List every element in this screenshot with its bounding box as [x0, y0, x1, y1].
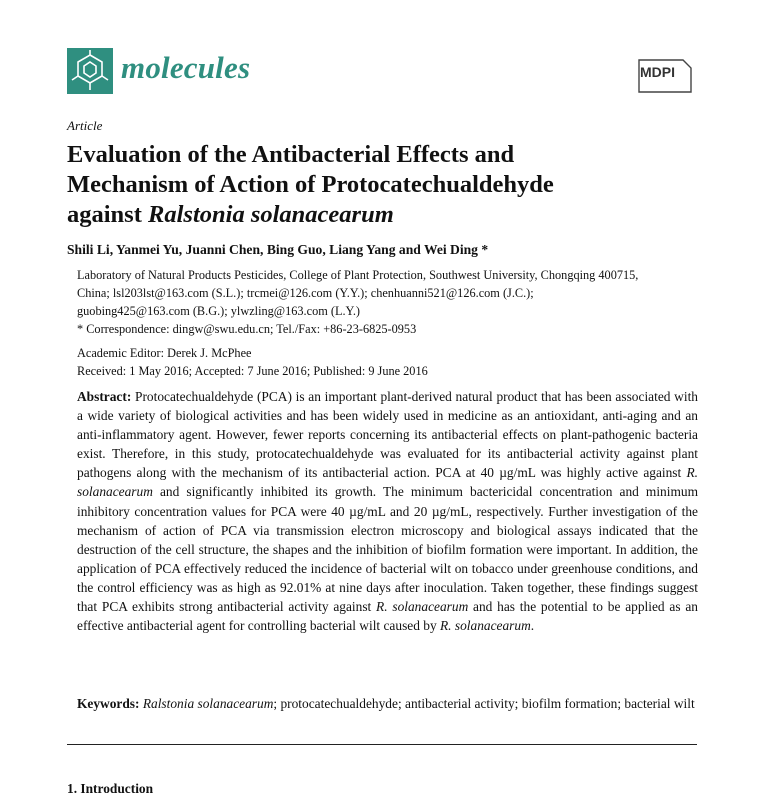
keyword-species: Ralstonia solanacearum: [139, 696, 274, 711]
abstract-text: and significantly inhibited its growth. The minimum bactericidal concentration and minimum inhibitory concentration values for PCA were 40 µg/mL and 20 µg/mL, respectively. Further investigation of the mechanism of action of PCA via transmission electron microscopy and biological assays indicated that the destruction of the cell structure, the shapes and the inhibition of biofilm formation were important. In addition, the application of PCA effectively reduced the incidence of bacterial wilt on tobacco under greenhouse conditions, and the control efficiency was as high as 92.01% at nine days after inoculation. Taken together, these findings suggest that PCA exhibits strong antibacterial activity against: [77, 484, 698, 615]
author-list: Shili Li, Yanmei Yu, Juanni Chen, Bing Guo, Liang Yang and Wei Ding *: [67, 242, 489, 257]
section-heading-introduction: 1. Introduction: [67, 781, 154, 796]
abstract-text: and has the potential to be applied as an effective antibacterial agent for controlling bacterial wilt caused by: [77, 599, 698, 634]
keywords-text: ; protocatechualdehyde; antibacterial activity; biofilm formation; bacterial wilt: [273, 696, 695, 711]
publication-dates: Received: 1 May 2016; Accepted: 7 June 2016; Published: 9 June 2016: [77, 363, 428, 378]
title-line-2: Mechanism of Action of Protocatechualdehyde: [67, 171, 554, 198]
title-line-3: [67, 200, 707, 230]
keywords-label: Keywords:: [77, 696, 140, 711]
title-line-1: Evaluation of the Antibacterial Effects and: [67, 141, 515, 168]
editorial-info: [77, 345, 717, 380]
affiliation-line: Laboratory of Natural Products Pesticides, College of Plant Protection, Southwest University, Chongqing 400715,: [77, 268, 639, 282]
species-name: R. solanacearum: [440, 618, 531, 634]
abstract-text: .: [530, 618, 535, 634]
title-species: Ralstonia solanacearum: [148, 201, 394, 228]
abstract: [77, 387, 698, 635]
academic-editor: Academic Editor: Derek J. McPhee: [77, 346, 252, 360]
abstract-label: Abstract:: [77, 389, 132, 404]
journal-name: molecules: [121, 50, 251, 85]
journal-logo-icon: [67, 48, 113, 94]
publisher-logo-text: MDPI: [640, 64, 675, 80]
abstract-text: Protocatechualdehyde (PCA) is an important plant-derived natural product that has been associated with a wide variety of biological activities and has been widely used in medicine as an antioxidant, anti-aging and an anti-inflammatory agent. However, fewer reports concerning its antibacterial effects on plant-pathogenic bacteria exist. Therefore, in this study, protocatechualdehyde was evaluated for its antibacterial activity against plant pathogens along with the mechanism of its antibacterial action. PCA at 40 µg/mL was highly active against: [77, 389, 698, 481]
title-line-3-prefix: against: [67, 201, 149, 228]
keywords: [77, 694, 698, 713]
species-name: R. solanacearum: [376, 599, 469, 615]
correspondence-line: * Correspondence: dingw@swu.edu.cn; Tel./Fax: +86-23-6825-0953: [77, 322, 417, 336]
section-divider: [67, 744, 697, 745]
species-name: R. solanacearum: [77, 465, 698, 500]
affiliation-line: guobing425@163.com (B.G.); ylwzling@163.com (L.Y.): [77, 304, 361, 318]
article-type: Article: [67, 118, 103, 133]
affiliation-line: China; lsl203lst@163.com (S.L.); trcmei@126.com (Y.Y.); chenhuanni521@126.com (J.C.);: [77, 286, 534, 300]
affiliation-block: [77, 266, 717, 338]
article-title: [67, 140, 707, 230]
